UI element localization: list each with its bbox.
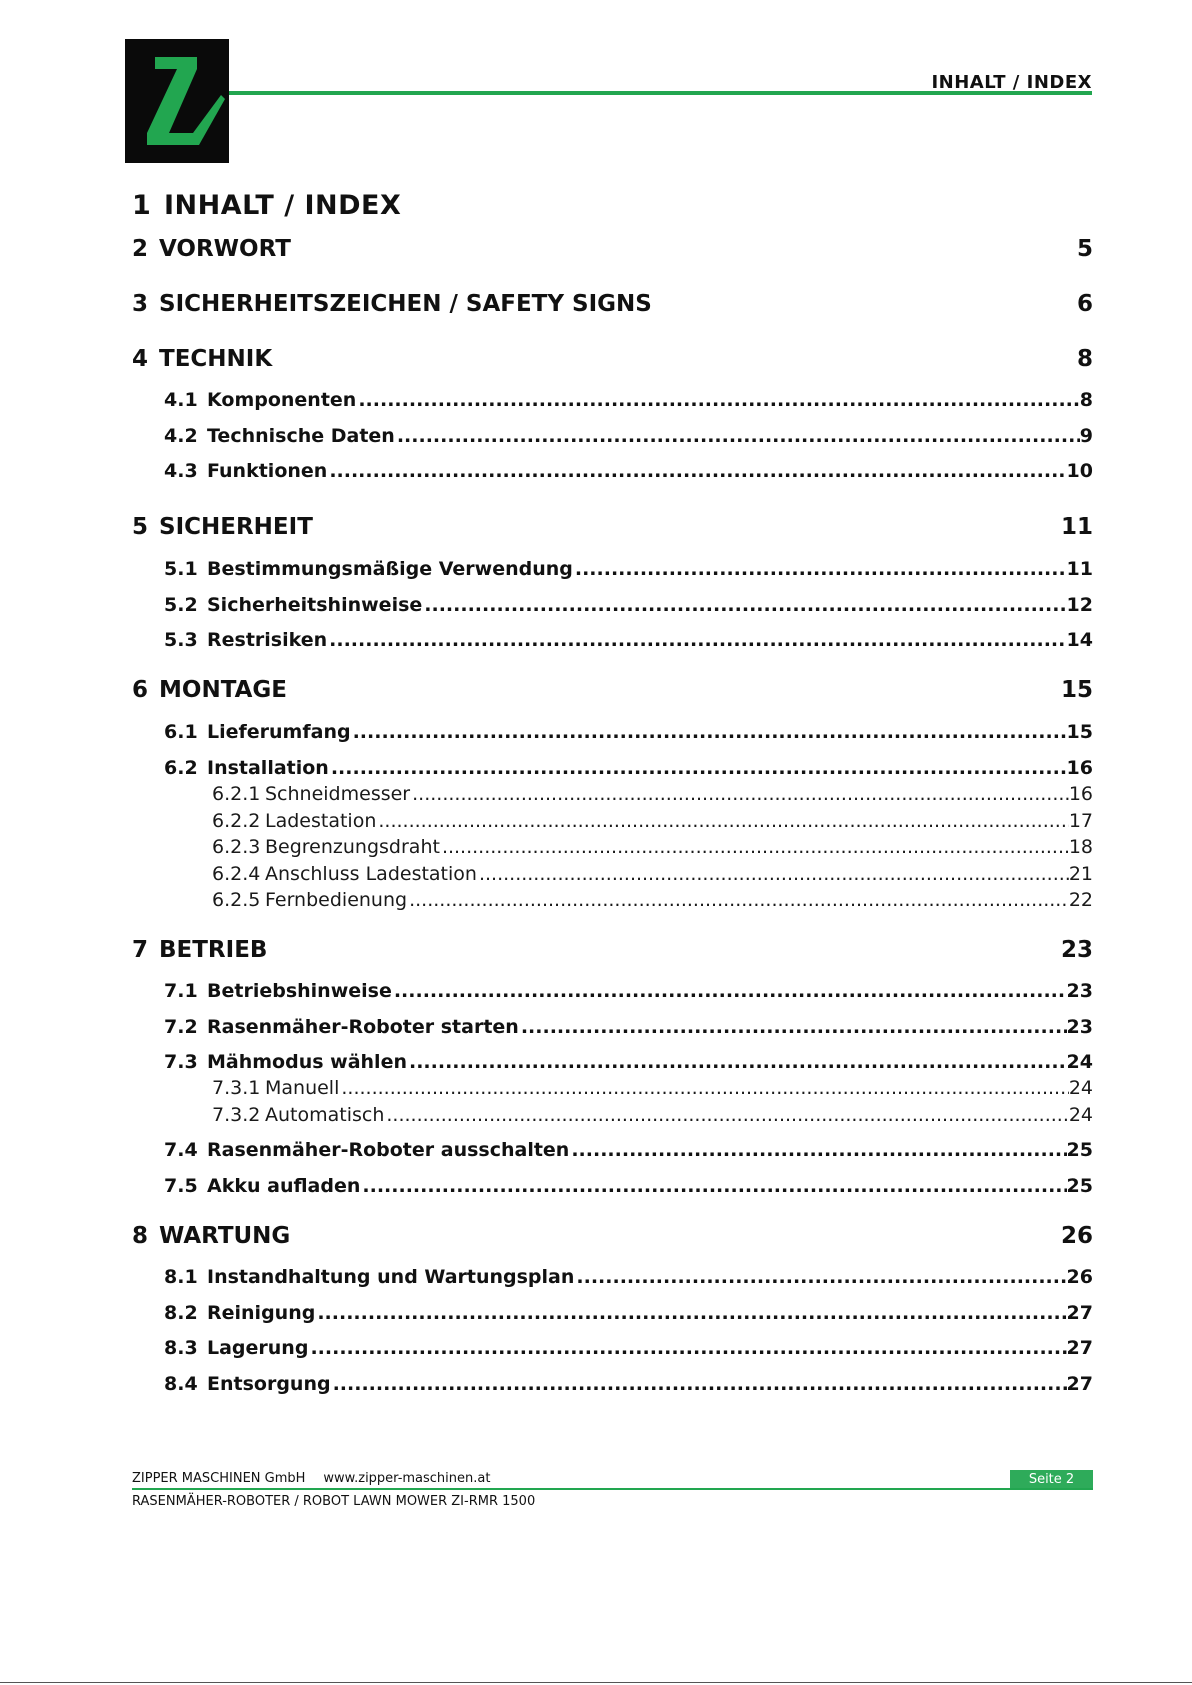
toc-leader-dots bbox=[331, 1373, 1067, 1395]
toc-entry-number: 7.3.1 bbox=[212, 1077, 261, 1099]
toc-entry-label bbox=[164, 1175, 360, 1197]
toc-entry-label bbox=[164, 1139, 569, 1161]
toc-entry-text: Funktionen bbox=[207, 460, 328, 482]
toc-entry-label bbox=[132, 236, 291, 262]
toc-entry-number: 3 bbox=[132, 291, 149, 317]
toc-entry-text: Rasenmäher-Roboter starten bbox=[207, 1016, 519, 1038]
toc-entry-page: 26 bbox=[1060, 1223, 1093, 1249]
toc-entry[interactable] bbox=[164, 721, 1093, 743]
toc-entry-text: Reinigung bbox=[207, 1302, 316, 1324]
toc-entry-text: Ladestation bbox=[265, 810, 377, 832]
toc-entry-text: Lagerung bbox=[207, 1337, 309, 1359]
toc-entry[interactable] bbox=[132, 346, 1093, 372]
footer-url[interactable]: www.zipper-maschinen.at bbox=[323, 1471, 491, 1486]
toc-entry[interactable] bbox=[164, 425, 1093, 447]
toc-entry[interactable] bbox=[164, 1337, 1093, 1359]
toc-entry[interactable] bbox=[164, 594, 1093, 616]
toc-entry-text: Rasenmäher-Roboter ausschalten bbox=[207, 1139, 570, 1161]
toc-entry[interactable] bbox=[164, 757, 1093, 779]
toc-heading bbox=[132, 190, 401, 221]
toc-entry-page: 25 bbox=[1066, 1139, 1093, 1161]
toc-entry-text: Begrenzungsdraht bbox=[265, 836, 440, 858]
toc-entry-text: Instandhaltung und Wartungsplan bbox=[207, 1266, 575, 1288]
toc-entry[interactable] bbox=[132, 677, 1093, 703]
toc-entry-number: 6.2.1 bbox=[212, 783, 261, 805]
toc-entry-text: Lieferumfang bbox=[207, 721, 351, 743]
toc-entry-text: Komponenten bbox=[207, 389, 357, 411]
toc-entry-page: 27 bbox=[1066, 1373, 1093, 1395]
toc-entry[interactable] bbox=[164, 980, 1093, 1002]
toc-entry[interactable] bbox=[212, 1104, 1093, 1126]
toc-entry-number: 4 bbox=[132, 346, 149, 372]
toc-entry[interactable] bbox=[212, 783, 1093, 805]
toc-entry-text: Akku aufladen bbox=[207, 1175, 361, 1197]
toc-entry[interactable] bbox=[164, 389, 1093, 411]
toc-entry-text: SICHERHEIT bbox=[159, 514, 313, 540]
toc-entry[interactable] bbox=[164, 460, 1093, 482]
toc-entry-text: Restrisiken bbox=[207, 629, 328, 651]
toc-entry-label bbox=[132, 937, 267, 963]
toc-leader-dots bbox=[569, 1139, 1066, 1161]
toc-entry-page: 18 bbox=[1068, 836, 1093, 858]
toc-leader-dots bbox=[407, 1051, 1067, 1073]
toc-entry-label bbox=[164, 629, 327, 651]
toc-entry-page: 14 bbox=[1066, 629, 1093, 651]
toc-entry-number: 8.3 bbox=[164, 1337, 198, 1359]
toc-entry-page: 16 bbox=[1068, 783, 1093, 805]
toc-leader-dots bbox=[410, 783, 1069, 805]
toc-leader-dots bbox=[573, 558, 1067, 580]
toc-entry-text: Schneidmesser bbox=[265, 783, 411, 805]
zipper-logo-icon bbox=[125, 39, 229, 163]
toc-entry-page: 9 bbox=[1079, 425, 1093, 447]
toc-entry-number: 4.1 bbox=[164, 389, 198, 411]
toc-leader-dots bbox=[360, 1175, 1066, 1197]
toc-entry[interactable] bbox=[132, 514, 1093, 540]
toc-entry-page: 12 bbox=[1066, 594, 1093, 616]
toc-entry-label bbox=[132, 291, 652, 317]
toc-entry[interactable] bbox=[132, 236, 1093, 262]
toc-entry-text: Fernbedienung bbox=[265, 889, 408, 911]
toc-entry-text: SICHERHEITSZEICHEN / SAFETY SIGNS bbox=[159, 291, 652, 317]
toc-entry-number: 6.2.2 bbox=[212, 810, 261, 832]
toc-entry[interactable] bbox=[164, 1266, 1093, 1288]
toc-entry-number: 5.1 bbox=[164, 558, 198, 580]
toc-entry-text: Sicherheitshinweise bbox=[207, 594, 423, 616]
toc-heading-number: 1 bbox=[132, 190, 152, 221]
toc-entry-page: 25 bbox=[1066, 1175, 1093, 1197]
toc-entry-text: Manuell bbox=[265, 1077, 340, 1099]
toc-leader-dots bbox=[356, 389, 1079, 411]
toc-entry-label bbox=[212, 810, 376, 832]
toc-entry[interactable] bbox=[212, 810, 1093, 832]
toc-entry-label bbox=[212, 889, 407, 911]
toc-entry-text: Technische Daten bbox=[207, 425, 395, 447]
toc-leader-dots bbox=[440, 836, 1069, 858]
toc-entry-page: 8 bbox=[1079, 389, 1093, 411]
toc-entry-page: 11 bbox=[1066, 558, 1093, 580]
toc-entry-number: 4.3 bbox=[164, 460, 198, 482]
toc-entry-page: 15 bbox=[1060, 677, 1093, 703]
footer-product: RASENMÄHER-ROBOTER / ROBOT LAWN MOWER ZI-RMR 1500 bbox=[132, 1494, 536, 1509]
toc-entry-label bbox=[132, 1223, 290, 1249]
toc-entry-text: Betriebshinweise bbox=[207, 980, 392, 1002]
toc-entry-text: Automatisch bbox=[265, 1104, 385, 1126]
toc-leader-dots bbox=[519, 1016, 1067, 1038]
toc-entry-label bbox=[164, 757, 329, 779]
toc-entry[interactable] bbox=[164, 1175, 1093, 1197]
toc-entry-label bbox=[164, 1051, 407, 1073]
toc-entry[interactable] bbox=[132, 1223, 1093, 1249]
toc-leader-dots bbox=[392, 980, 1067, 1002]
toc-entry-page: 15 bbox=[1066, 721, 1093, 743]
toc-leader-dots bbox=[422, 594, 1066, 616]
toc-entry-number: 7 bbox=[132, 937, 149, 963]
toc-entry[interactable] bbox=[212, 863, 1093, 885]
toc-entry[interactable] bbox=[164, 1373, 1093, 1395]
toc-entry-page: 22 bbox=[1068, 889, 1093, 911]
toc-entry[interactable] bbox=[164, 1139, 1093, 1161]
toc-leader-dots bbox=[308, 1337, 1066, 1359]
toc-leader-dots bbox=[339, 1077, 1068, 1099]
toc-entry[interactable] bbox=[212, 1077, 1093, 1099]
toc-entry-text: MONTAGE bbox=[159, 677, 287, 703]
toc-entry-number: 6.2.3 bbox=[212, 836, 261, 858]
toc-leader-dots bbox=[477, 863, 1069, 885]
toc-entry[interactable] bbox=[212, 889, 1093, 911]
toc-entry-text: Anschluss Ladestation bbox=[265, 863, 477, 885]
toc-entry-number: 6.1 bbox=[164, 721, 198, 743]
header-title: INHALT / INDEX bbox=[931, 72, 1092, 93]
toc-entry-page: 24 bbox=[1068, 1104, 1093, 1126]
toc-entry-text: BETRIEB bbox=[159, 937, 268, 963]
toc-entry-label bbox=[164, 1373, 331, 1395]
toc-entry-label bbox=[164, 980, 392, 1002]
toc-entry-text: Entsorgung bbox=[207, 1373, 331, 1395]
toc-entry-label bbox=[164, 558, 573, 580]
toc-entry-page: 8 bbox=[1076, 346, 1093, 372]
toc-leader-dots bbox=[327, 629, 1066, 651]
toc-entry-number: 6 bbox=[132, 677, 149, 703]
toc-entry-label bbox=[164, 1302, 315, 1324]
toc-leader-dots bbox=[407, 889, 1069, 911]
toc-entry-label bbox=[212, 863, 477, 885]
toc-entry[interactable] bbox=[132, 937, 1093, 963]
toc-entry-label bbox=[212, 1104, 384, 1126]
toc-entry-page: 6 bbox=[1076, 291, 1093, 317]
toc-entry-text: VORWORT bbox=[159, 236, 291, 262]
toc-entry-number: 8 bbox=[132, 1223, 149, 1249]
toc-entry-number: 8.2 bbox=[164, 1302, 198, 1324]
toc-entry-number: 4.2 bbox=[164, 425, 198, 447]
toc-entry-number: 8.1 bbox=[164, 1266, 198, 1288]
toc-entry[interactable] bbox=[164, 1302, 1093, 1324]
toc-leader-dots bbox=[376, 810, 1068, 832]
toc-entry-text: Mähmodus wählen bbox=[207, 1051, 407, 1073]
toc-entry-page: 27 bbox=[1066, 1302, 1093, 1324]
toc-leader-dots bbox=[329, 757, 1067, 779]
toc-leader-dots bbox=[315, 1302, 1066, 1324]
toc-entry-page: 10 bbox=[1066, 460, 1093, 482]
toc-entry[interactable] bbox=[164, 629, 1093, 651]
toc-entry-label bbox=[132, 346, 272, 372]
toc-entry-page: 17 bbox=[1068, 810, 1093, 832]
toc-entry-number: 7.3.2 bbox=[212, 1104, 261, 1126]
toc-entry-number: 7.2 bbox=[164, 1016, 198, 1038]
toc-entry[interactable] bbox=[164, 1016, 1093, 1038]
toc-entry-number: 2 bbox=[132, 236, 149, 262]
toc-entry-page: 24 bbox=[1066, 1051, 1093, 1073]
toc-entry[interactable] bbox=[212, 836, 1093, 858]
toc-entry-label bbox=[212, 783, 410, 805]
page-edge-line bbox=[0, 1682, 1192, 1683]
toc-entry-text: Installation bbox=[207, 757, 329, 779]
toc-entry-number: 7.3 bbox=[164, 1051, 198, 1073]
toc-entry-label bbox=[164, 721, 351, 743]
toc-entry-label bbox=[164, 460, 327, 482]
toc-entry-label bbox=[132, 677, 287, 703]
toc-entry-page: 24 bbox=[1068, 1077, 1093, 1099]
toc-entry-label bbox=[164, 1016, 519, 1038]
toc-entry-label bbox=[212, 1077, 339, 1099]
toc-entry-text: TECHNIK bbox=[159, 346, 273, 372]
toc-entry-number: 5.2 bbox=[164, 594, 198, 616]
footer-company: ZIPPER MASCHINEN GmbH bbox=[132, 1471, 306, 1486]
toc-entry-label bbox=[164, 1266, 574, 1288]
toc-entry-text: Bestimmungsmäßige Verwendung bbox=[207, 558, 573, 580]
toc-entry-number: 7.5 bbox=[164, 1175, 198, 1197]
toc-entry-page: 27 bbox=[1066, 1337, 1093, 1359]
toc-entry-page: 11 bbox=[1060, 514, 1093, 540]
toc-entry-label bbox=[212, 836, 440, 858]
toc-entry-page: 5 bbox=[1076, 236, 1093, 262]
toc-entry-page: 16 bbox=[1066, 757, 1093, 779]
toc-entry-page: 26 bbox=[1066, 1266, 1093, 1288]
footer-rule bbox=[132, 1488, 1093, 1490]
toc-leader-dots bbox=[574, 1266, 1066, 1288]
toc-entry-number: 6.2.5 bbox=[212, 889, 261, 911]
footer-company-line bbox=[132, 1471, 490, 1486]
toc-entry-label bbox=[132, 514, 313, 540]
toc-leader-dots bbox=[384, 1104, 1068, 1126]
toc-entry-label bbox=[164, 1337, 308, 1359]
toc-entry-page: 23 bbox=[1066, 980, 1093, 1002]
toc-heading-text: INHALT / INDEX bbox=[164, 190, 402, 221]
toc-entry-number: 5.3 bbox=[164, 629, 198, 651]
toc-entry-number: 6.2 bbox=[164, 757, 198, 779]
toc-entry-label bbox=[164, 389, 356, 411]
toc-entry-page: 23 bbox=[1066, 1016, 1093, 1038]
toc-leader-dots bbox=[351, 721, 1067, 743]
toc-entry-number: 8.4 bbox=[164, 1373, 198, 1395]
toc-leader-dots bbox=[395, 425, 1080, 447]
toc-entry-number: 5 bbox=[132, 514, 149, 540]
toc-entry-text: WARTUNG bbox=[159, 1223, 291, 1249]
footer-page-badge: Seite 2 bbox=[1010, 1470, 1093, 1489]
toc-entry-label bbox=[164, 425, 395, 447]
toc-entry-number: 7.4 bbox=[164, 1139, 198, 1161]
toc-entry[interactable] bbox=[164, 558, 1093, 580]
toc-entry-page: 21 bbox=[1068, 863, 1093, 885]
toc-leader-dots bbox=[327, 460, 1066, 482]
toc-entry[interactable] bbox=[164, 1051, 1093, 1073]
toc-entry-number: 6.2.4 bbox=[212, 863, 261, 885]
toc-entry-page: 23 bbox=[1060, 937, 1093, 963]
toc-entry-label bbox=[164, 594, 422, 616]
toc-entry[interactable] bbox=[132, 291, 1093, 317]
toc-entry-number: 7.1 bbox=[164, 980, 198, 1002]
